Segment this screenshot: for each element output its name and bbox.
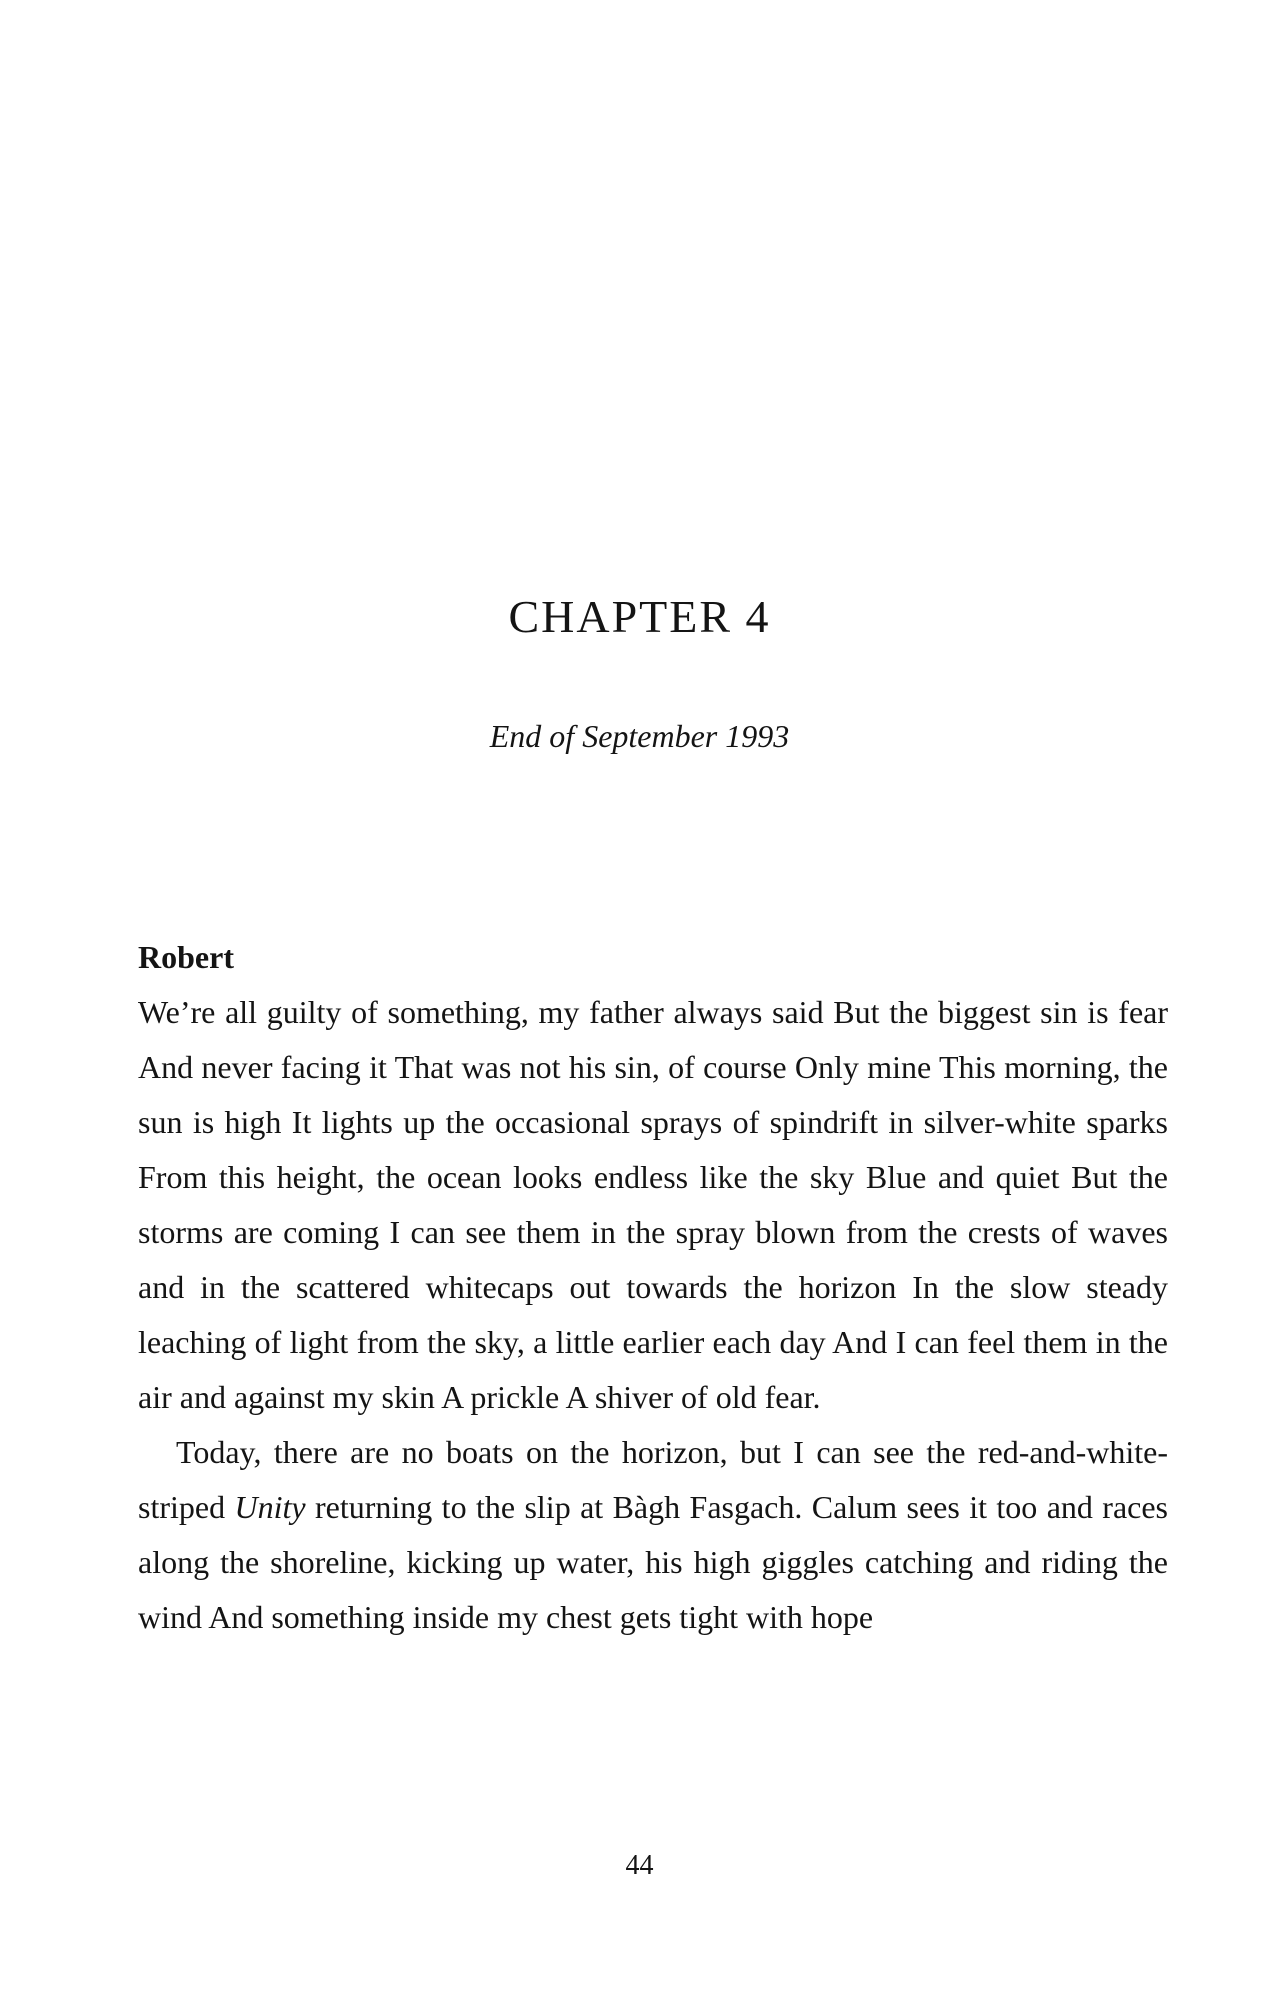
chapter-title: CHAPTER 4: [508, 591, 771, 642]
paragraph-1: We’re all guilty of something, my father always said But the biggest sin is fear And never facing it That was not his sin, of course Only mine This morning, the sun is high It lights up the occasional sprays of spindrift in silver-white sparks From this height, the ocean looks endless like the sky Blue and quiet But the storms are coming I can see them in the spray blown from the crests of waves and in the scattered whitecaps out towards the horizon In the slow steady leaching of light from the sky, a little earlier each day And I can feel them in the air and against my skin A prickle A shiver of old fear.: [138, 994, 1168, 1415]
paragraph-2-end: returning to the slip at Bàgh Fasgach. Calum sees it too and races along the shoreline, kicking up water, his high giggles catching and riding the wind And something inside my chest gets tight with hope: [138, 1489, 1169, 1635]
page-number: 44: [625, 1850, 654, 1881]
paragraph-2: [138, 1425, 1168, 1645]
paragraph-2-start: Today, there are no boats on the horizon, but I can see the red-and-white-striped: [138, 1434, 1168, 1525]
section-heading: Robert: [138, 939, 234, 975]
boat-name: Unity: [234, 1489, 306, 1525]
chapter-subtitle: End of September 1993: [489, 718, 790, 754]
body-text: [138, 930, 1168, 1645]
